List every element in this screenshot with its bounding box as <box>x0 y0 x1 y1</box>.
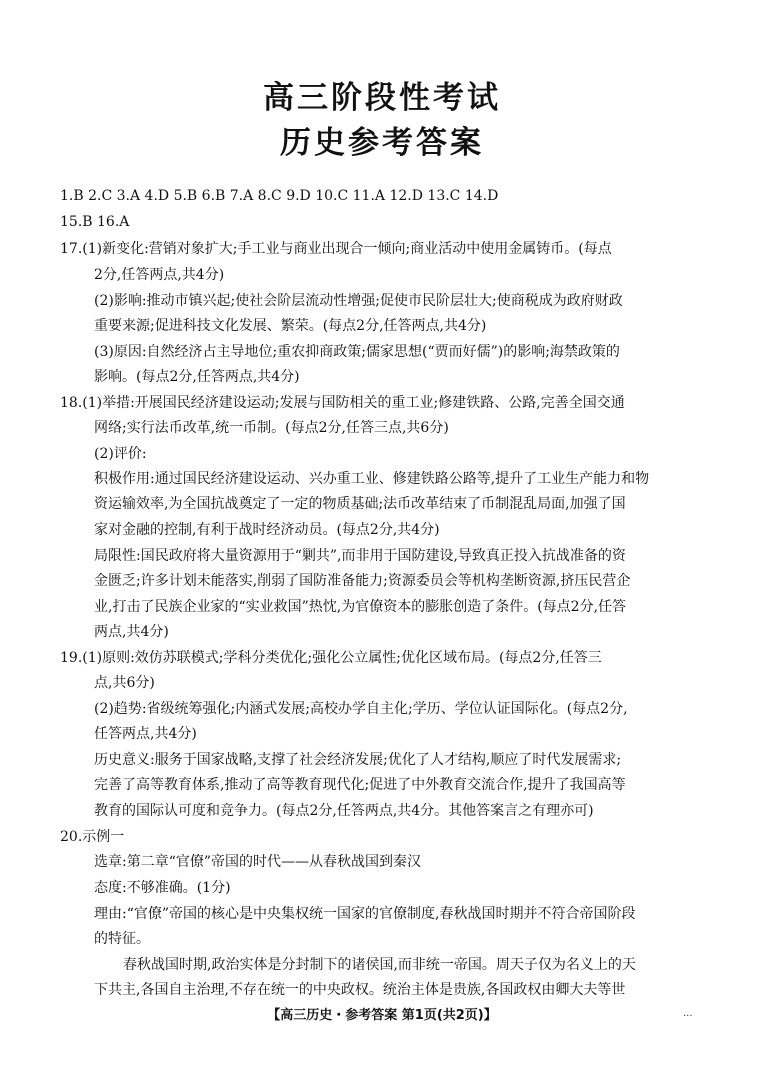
answer-line: 理由:“官僚”帝国的核心是中央集权统一国家的官僚制度,春秋战国时期并不符合帝国阶段 <box>94 906 636 922</box>
answer-line: 的特征。 <box>94 931 150 947</box>
answer-line: 春秋战国时期,政治实体是分封制下的诸侯国,而非统一帝国。周天子仅为名义上的天 <box>123 957 636 973</box>
answer-line: 完善了高等教育体系,推动了高等教育现代化;促进了中外教育交流合作,提升了我国高等 <box>94 777 626 793</box>
answer-line: 两点,共4分) <box>94 624 169 640</box>
answer-line: 2分,任答两点,共4分) <box>94 267 225 283</box>
answer-line: 重要来源;促进科技文化发展、繁荣。(每点2分,任答两点,共4分) <box>94 318 487 334</box>
answer-line: 家对金融的控制,有利于战时经济动员。(每点2分,共4分) <box>94 522 440 538</box>
answer-line: 局限性:国民政府将大量资源用于“剿共”,而非用于国防建设,导致真正投入抗战准备的资 <box>94 548 626 564</box>
answer-line: 17.(1)新变化:营销对象扩大;手工业与商业出现合一倾向;商业活动中使用金属铸币。(每点 <box>60 241 612 257</box>
answer-line: (3)原因:自然经济占主导地位;重农抑商政策;儒家思想(“贾而好儒”)的影响;海禁政策的 <box>94 344 620 360</box>
answer-line: 19.(1)原则:效仿苏联模式;学科分类优化;强化公立属性;优化区域布局。(每点2分,任答三 <box>60 650 602 666</box>
answer-line: 20.示例一 <box>60 829 125 845</box>
answer-line: 教育的国际认可度和竞争力。(每点2分,任答两点,共4分。其他答案言之有理亦可) <box>94 803 594 819</box>
answer-line: 资运输效率,为全国抗战奠定了一定的物质基础;法币改革结束了币制混乱局面,加强了国 <box>94 496 626 512</box>
page-subtitle: 历史参考答案 <box>280 125 484 161</box>
answer-line: 下共主,各国自主治理,不存在统一的中央政权。统治主体是贵族,各国政权由卿大夫等世 <box>94 982 626 998</box>
answer-line: 任答两点,共4分) <box>94 726 197 742</box>
answer-line: (2)影响:推动市镇兴起;使社会阶层流动性增强;促使市民阶层壮大;使商税成为政府财政 <box>94 293 623 309</box>
answer-line: 积极作用:通过国民经济建设运动、兴办重工业、修建铁路公路等,提升了工业生产能力和物 <box>94 471 650 487</box>
corner-mark: ... <box>683 1008 693 1019</box>
page-footer: 【高三历史・参考答案 第1页(共2页)】 <box>267 1008 497 1023</box>
answer-line: 业,打击了民族企业家的“实业救国”热忱,为官僚资本的膨胀创造了条件。(每点2分,任答 <box>94 599 627 615</box>
answer-line: 金匮乏;许多计划未能落实,削弱了国防准备能力;资源委员会等机构垄断资源,挤压民营企 <box>94 573 631 589</box>
answer-line: (2)评价: <box>94 446 147 462</box>
answer-line: (2)趋势:省级统筹强化;内涵式发展;高校办学自主化;学历、学位认证国际化。(每点2分, <box>94 701 628 717</box>
answer-line: 15.B 16.A <box>60 214 130 230</box>
answer-line: 1.B 2.C 3.A 4.D 5.B 6.B 7.A 8.C 9.D 10.C 11.A 12.D 13.C 14.D <box>60 188 499 204</box>
answer-line: 18.(1)举措:开展国民经济建设运动;发展与国防相关的重工业;修建铁路、公路,完善全国交通 <box>60 395 625 411</box>
page-title: 高三阶段性考试 <box>263 80 501 116</box>
answer-line: 点,共6分) <box>94 675 155 691</box>
answer-line: 选章:第二章“官僚”帝国的时代——从春秋战国到秦汉 <box>94 854 422 870</box>
answer-line: 影响。(每点2分,任答两点,共4分) <box>94 369 300 385</box>
answer-line: 网络;实行法币改革,统一币制。(每点2分,任答三点,共6分) <box>94 420 449 436</box>
answer-line: 历史意义:服务于国家战略,支撑了社会经济发展;优化了人才结构,顺应了时代发展需求; <box>94 752 622 768</box>
answer-line: 态度:不够准确。(1分) <box>94 880 231 896</box>
